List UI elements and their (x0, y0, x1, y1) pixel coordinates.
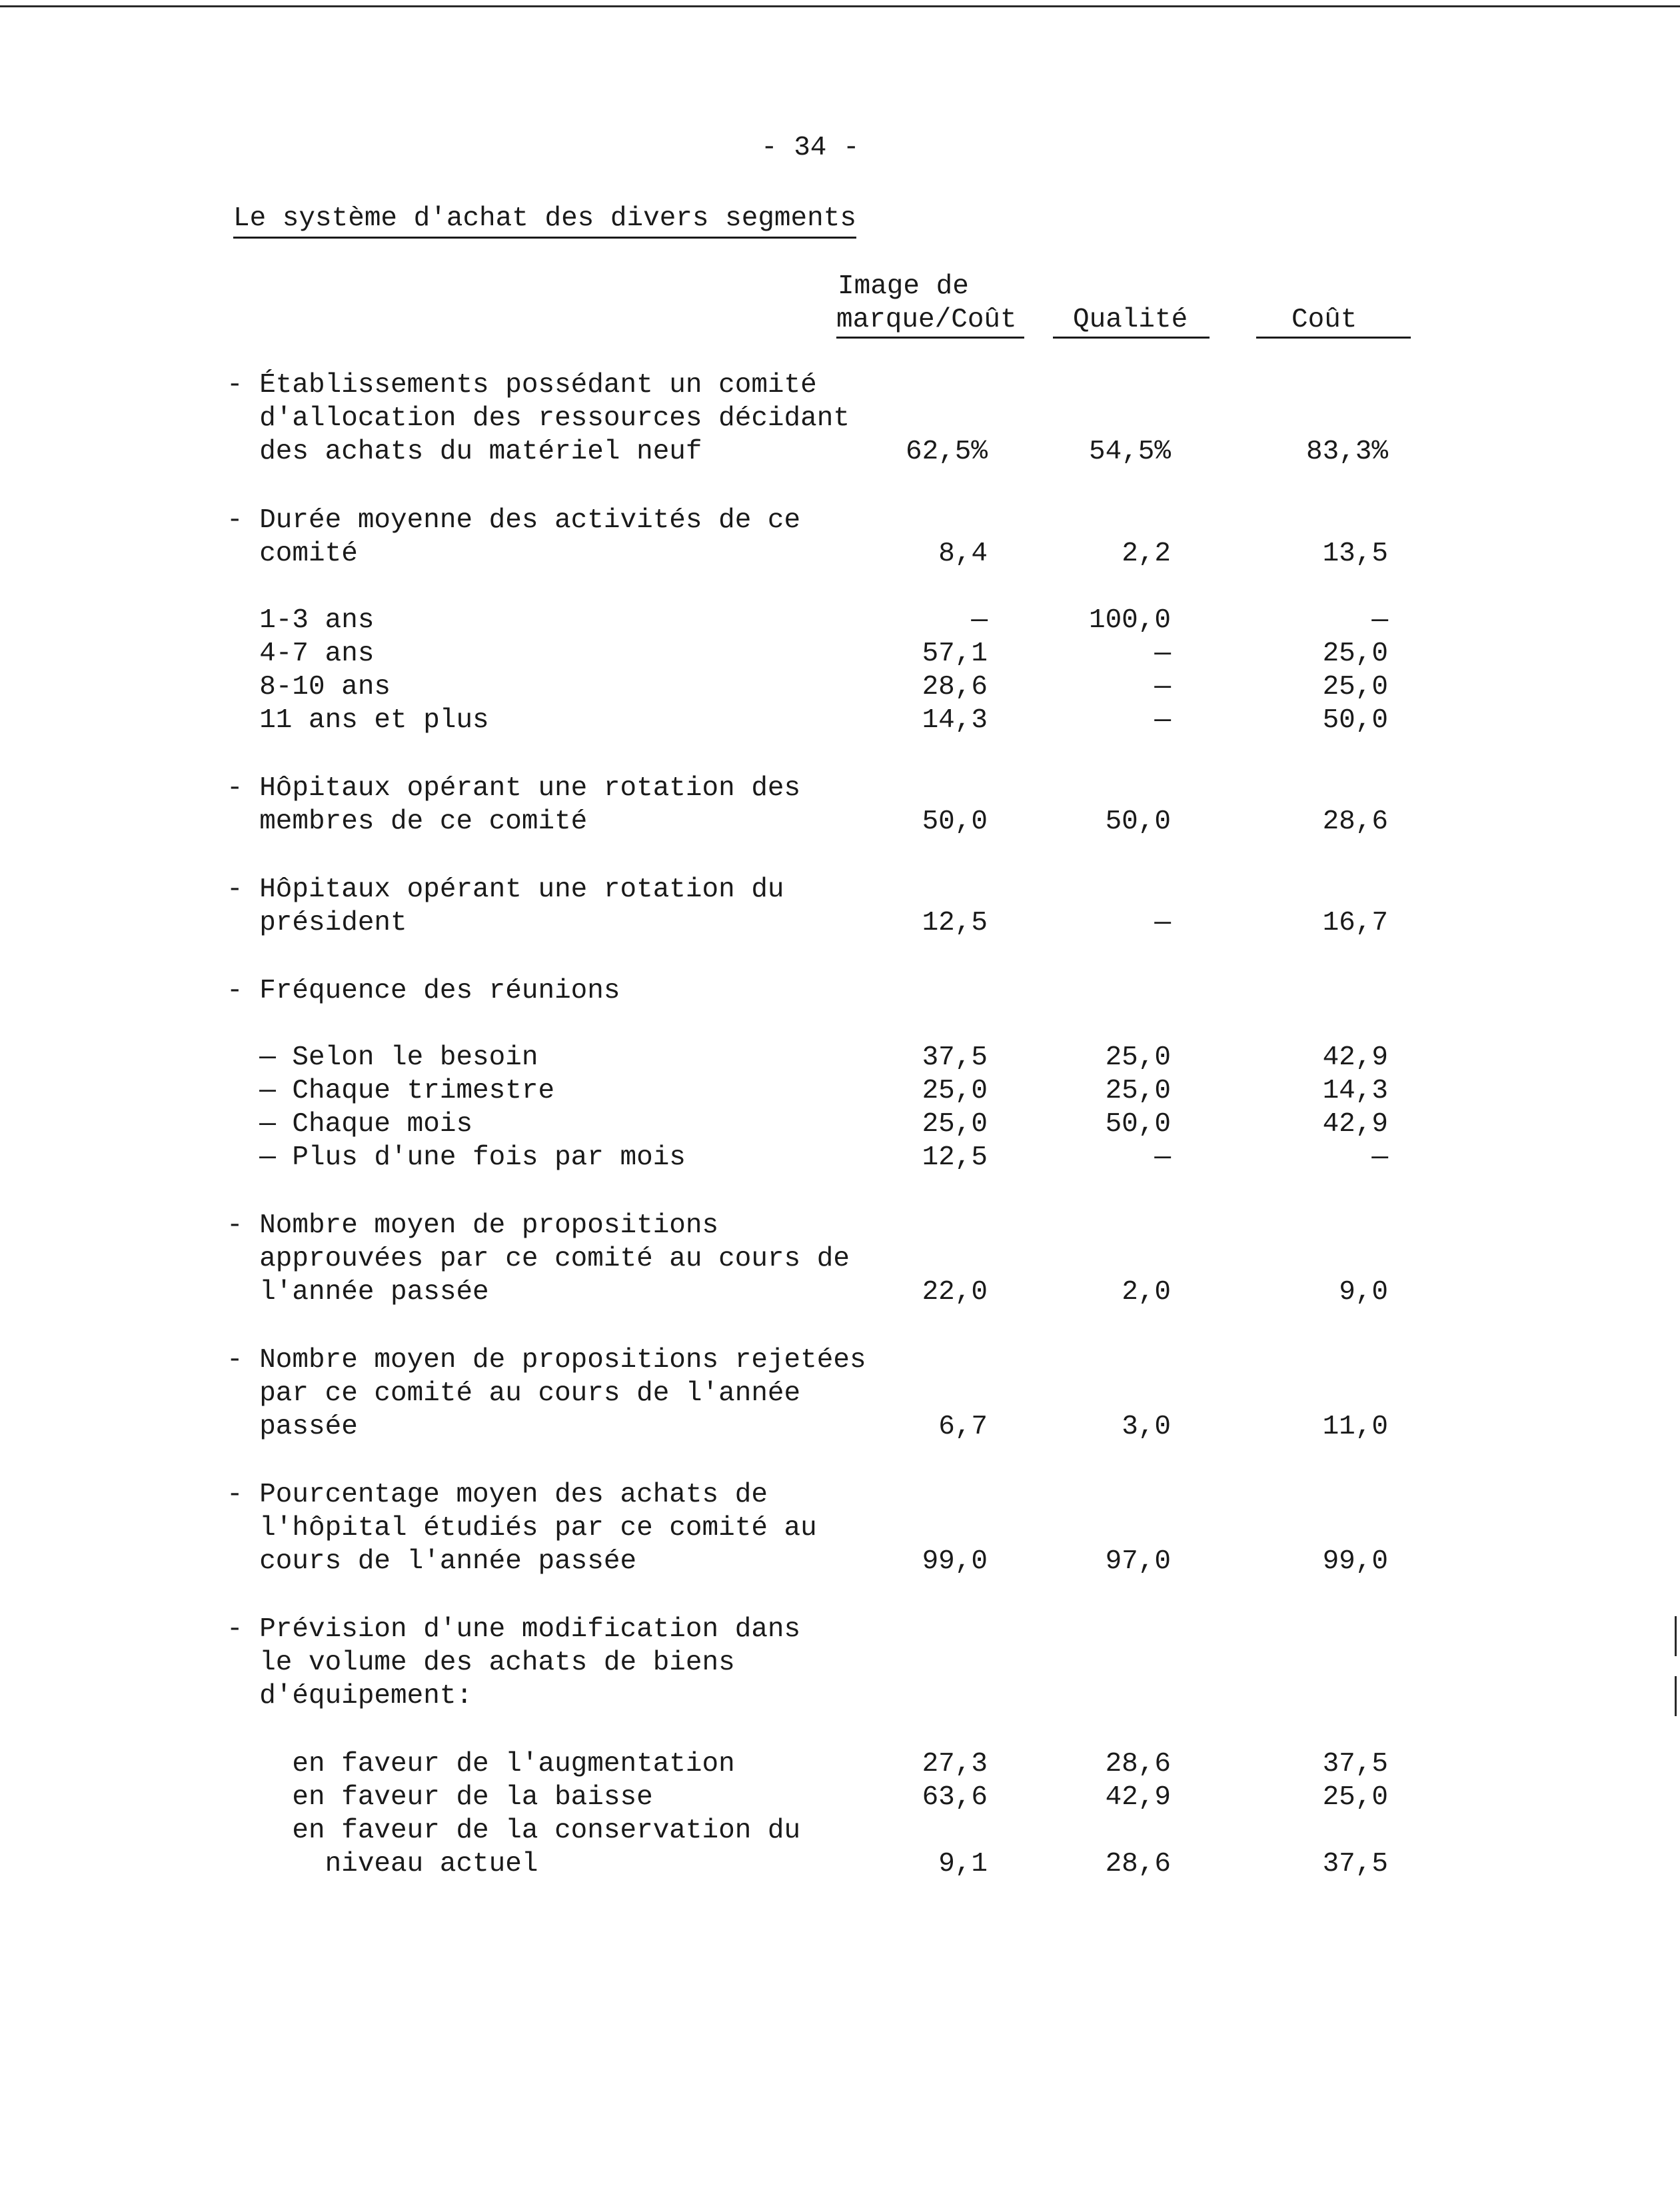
cell-qualite: 2,2 (1122, 539, 1171, 569)
cell-image-marque-cout: 6,7 (938, 1412, 988, 1442)
table-row-label: - Durée moyenne des activités de ce (227, 505, 801, 536)
cell-qualite: 3,0 (1122, 1412, 1171, 1442)
table-row-label: 8-10 ans (227, 672, 391, 702)
cell-qualite: — (1154, 638, 1171, 669)
cell-image-marque-cout: 28,6 (922, 672, 988, 702)
table-row-label: 11 ans et plus (227, 705, 489, 736)
cell-cout: 42,9 (1322, 1042, 1388, 1073)
cell-cout: 99,0 (1322, 1546, 1388, 1577)
cell-qualite: 50,0 (1105, 1109, 1171, 1140)
cell-qualite: 100,0 (1088, 605, 1171, 636)
table-row-label: - Fréquence des réunions (227, 976, 620, 1006)
scan-edge-mark (1675, 1676, 1677, 1716)
cell-qualite: 28,6 (1105, 1749, 1171, 1779)
cell-image-marque-cout: 57,1 (922, 638, 988, 669)
cell-image-marque-cout: 27,3 (922, 1749, 988, 1779)
table-row-label: niveau actuel (227, 1849, 538, 1879)
cell-cout: 13,5 (1322, 539, 1388, 569)
table-row-label: — Plus d'une fois par mois (227, 1142, 686, 1173)
cell-cout: 14,3 (1322, 1076, 1388, 1106)
cell-cout: 16,7 (1322, 908, 1388, 938)
table-row-label: - Nombre moyen de propositions (227, 1210, 719, 1241)
cell-qualite: 50,0 (1105, 806, 1171, 837)
table-row-label: l'année passée (227, 1277, 489, 1308)
table-row-label: en faveur de la conservation du (227, 1815, 801, 1846)
cell-image-marque-cout: 22,0 (922, 1277, 988, 1308)
table-row-label: membres de ce comité (227, 806, 588, 837)
scan-edge-mark (1675, 1616, 1677, 1656)
table-row-label: approuvées par ce comité au cours de (227, 1244, 850, 1274)
column-header-rule (836, 337, 1024, 339)
table-row-label: par ce comité au cours de l'année (227, 1378, 801, 1409)
table-row-label: d'allocation des ressources décidant (227, 403, 850, 434)
page-number: - 34 - (761, 133, 860, 163)
table-row-label: le volume des achats de biens (227, 1647, 735, 1678)
table-row-label: président (227, 908, 407, 938)
cell-cout: 25,0 (1322, 638, 1388, 669)
table-row-label: - Prévision d'une modification dans (227, 1614, 801, 1645)
cell-image-marque-cout: 9,1 (938, 1849, 988, 1879)
cell-cout: 37,5 (1322, 1749, 1388, 1779)
table-row-label: en faveur de la baisse (227, 1782, 653, 1813)
cell-image-marque-cout: 99,0 (922, 1546, 988, 1577)
column-header-image-line1: Image de (838, 271, 969, 302)
table-row-label: - Hôpitaux opérant une rotation des (227, 773, 801, 804)
cell-qualite: — (1154, 908, 1171, 938)
cell-image-marque-cout: 63,6 (922, 1782, 988, 1813)
cell-cout: — (1371, 605, 1388, 636)
cell-image-marque-cout: 62,5% (905, 437, 988, 467)
column-header-cout: Coût (1291, 305, 1357, 335)
table-row-label: l'hôpital étudiés par ce comité au (227, 1513, 817, 1544)
cell-cout: 50,0 (1322, 705, 1388, 736)
cell-image-marque-cout: 8,4 (938, 539, 988, 569)
table-row-label: comité (227, 539, 358, 569)
cell-cout: 25,0 (1322, 672, 1388, 702)
table-row-label: - Hôpitaux opérant une rotation du (227, 874, 784, 905)
table-row-label: — Selon le besoin (227, 1042, 538, 1073)
cell-cout: — (1371, 1142, 1388, 1173)
cell-cout: 83,3% (1305, 437, 1388, 467)
table-row-label: 4-7 ans (227, 638, 375, 669)
cell-cout: 28,6 (1322, 806, 1388, 837)
table-row-label: 1-3 ans (227, 605, 375, 636)
cell-qualite: — (1154, 672, 1171, 702)
cell-image-marque-cout: 25,0 (922, 1109, 988, 1140)
cell-qualite: 28,6 (1105, 1849, 1171, 1879)
cell-qualite: 2,0 (1122, 1277, 1171, 1308)
cell-qualite: 42,9 (1105, 1782, 1171, 1813)
cell-qualite: — (1154, 1142, 1171, 1173)
table-row-label: passée (227, 1412, 358, 1442)
column-header-rule (1256, 337, 1411, 339)
cell-cout: 9,0 (1339, 1277, 1388, 1308)
cell-image-marque-cout: 25,0 (922, 1076, 988, 1106)
column-header-image-line2: marque/Coût (836, 305, 1017, 335)
cell-image-marque-cout: 12,5 (922, 908, 988, 938)
table-row-label: d'équipement: (227, 1681, 473, 1711)
table-row-label: — Chaque trimestre (227, 1076, 555, 1106)
cell-cout: 42,9 (1322, 1109, 1388, 1140)
cell-image-marque-cout: 12,5 (922, 1142, 988, 1173)
table-row-label: en faveur de l'augmentation (227, 1749, 735, 1779)
cell-image-marque-cout: 14,3 (922, 705, 988, 736)
cell-image-marque-cout: 37,5 (922, 1042, 988, 1073)
cell-cout: 25,0 (1322, 1782, 1388, 1813)
table-row-label: - Nombre moyen de propositions rejetées (227, 1345, 866, 1376)
cell-image-marque-cout: 50,0 (922, 806, 988, 837)
cell-cout: 11,0 (1322, 1412, 1388, 1442)
document-title: Le système d'achat des divers segments (233, 202, 856, 239)
cell-qualite: 25,0 (1105, 1042, 1171, 1073)
column-header-qualite: Qualité (1073, 305, 1188, 335)
cell-qualite: 54,5% (1088, 437, 1171, 467)
cell-cout: 37,5 (1322, 1849, 1388, 1879)
table-row-label: des achats du matériel neuf (227, 437, 702, 467)
table-row-label: cours de l'année passée (227, 1546, 637, 1577)
table-row-label: - Pourcentage moyen des achats de (227, 1480, 768, 1510)
table-row-label: — Chaque mois (227, 1109, 473, 1140)
table-row-label: - Établissements possédant un comité (227, 370, 817, 401)
cell-image-marque-cout: — (971, 605, 988, 636)
cell-qualite: 25,0 (1105, 1076, 1171, 1106)
scan-top-border (0, 5, 1680, 7)
cell-qualite: 97,0 (1105, 1546, 1171, 1577)
column-header-rule (1053, 337, 1210, 339)
cell-qualite: — (1154, 705, 1171, 736)
